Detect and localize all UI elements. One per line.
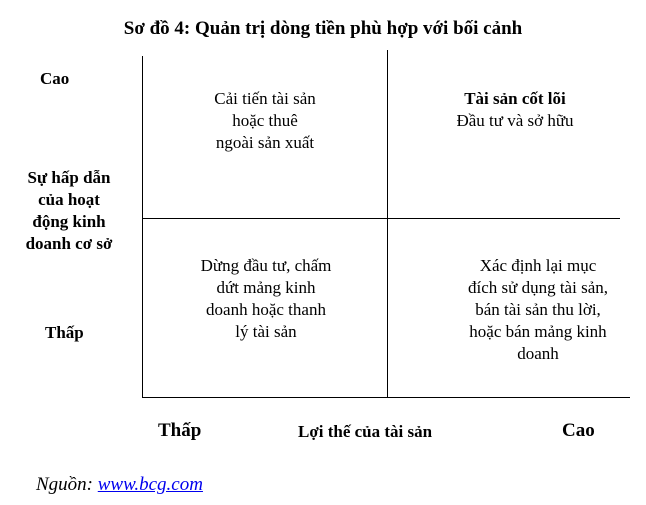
y-axis-low-label: Thấp <box>45 323 84 342</box>
quadrant-text-line: bán tài sản thu lời, <box>475 300 601 319</box>
quadrant-top-right <box>425 88 605 132</box>
quadrant-text-line: Dừng đầu tư, chấm <box>200 256 332 275</box>
source-link[interactable]: www.bcg.com <box>97 474 203 495</box>
quadrant-bottom-left <box>176 255 356 343</box>
y-axis-label <box>10 167 128 255</box>
quadrant-text-line: Đầu tư và sở hữu <box>456 111 574 130</box>
quadrant-text-line: ngoài sản xuất <box>215 133 315 152</box>
source-prefix: Nguồn: <box>36 474 98 495</box>
quadrant-bottom-right <box>432 255 644 365</box>
quadrant-text-line: lý tài sản <box>235 322 297 341</box>
y-axis-label-line: Sự hấp dẫn <box>27 168 111 187</box>
diagram-title: Sơ đồ 4: Quản trị dòng tiền phù hợp với bối cảnh <box>123 18 523 39</box>
x-axis-label: Lợi thế của tài sản <box>298 422 433 441</box>
x-axis-high-label: Cao <box>562 420 595 441</box>
y-axis-label-line: của hoạt <box>38 190 100 209</box>
y-axis-line <box>142 56 143 398</box>
vertical-divider <box>387 50 388 398</box>
y-axis-high-label: Cao <box>40 69 70 88</box>
y-axis-label-line: doanh cơ sở <box>25 234 113 253</box>
quadrant-text-line: đích sử dụng tài sản, <box>467 278 608 297</box>
horizontal-divider <box>142 218 620 219</box>
source-line <box>36 474 203 496</box>
quadrant-top-left <box>180 88 350 154</box>
quadrant-title: Tài sản cốt lõi <box>464 89 566 108</box>
quadrant-text-line: doanh <box>517 344 559 363</box>
quadrant-text-line: Xác định lại mục <box>479 256 597 275</box>
y-axis-label-line: động kinh <box>32 212 106 231</box>
x-axis-low-label: Thấp <box>158 420 202 441</box>
x-axis-line <box>142 397 630 398</box>
quadrant-text-line: doanh hoặc thanh <box>206 300 326 319</box>
quadrant-text-line: Cải tiến tài sản <box>214 89 316 108</box>
quadrant-text-line: hoặc thuê <box>232 111 298 130</box>
quadrant-text-line: hoặc bán mảng kinh <box>469 322 607 341</box>
quadrant-text-line: dứt mảng kinh <box>216 278 316 297</box>
